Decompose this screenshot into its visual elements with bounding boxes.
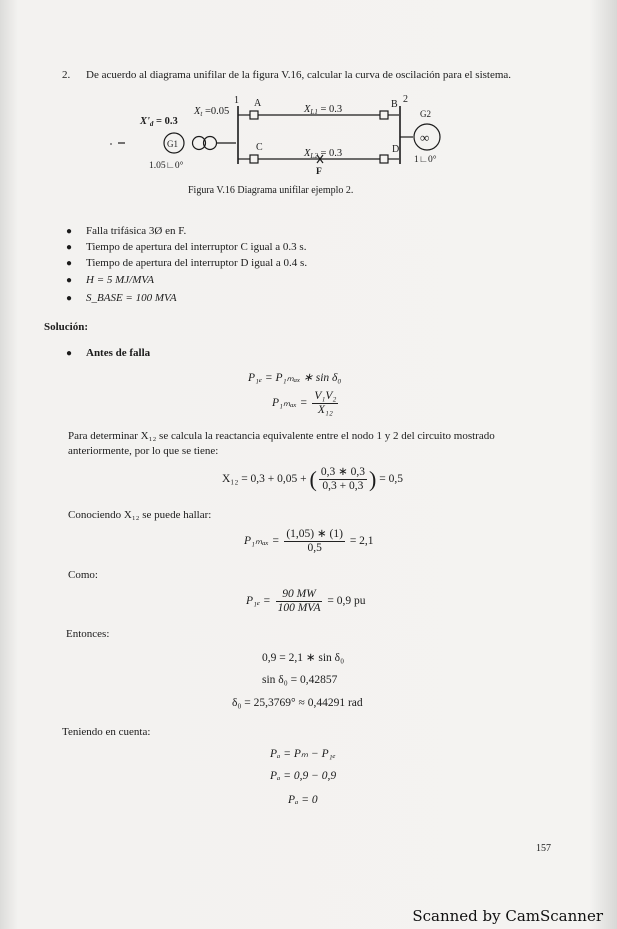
equation-p1e: P₁ₑ = P₁ₘₐₓ ∗ sin δ₀ xyxy=(248,372,342,384)
xd-label: X'd = 0.3 xyxy=(140,116,178,128)
equation-line: δ₀ = 25,3769° ≈ 0,44291 rad xyxy=(232,697,363,709)
breaker-b xyxy=(380,111,388,119)
fault-label: F xyxy=(316,167,322,177)
problem-number: 2. xyxy=(62,69,71,81)
bullet-icon: ● xyxy=(66,258,73,269)
paragraph-line: anteriormente, por lo que se tiene: xyxy=(68,445,219,457)
bus-a-label: A xyxy=(254,98,262,109)
breaker-d xyxy=(380,155,388,163)
equation-x12: X₁₂ = 0,3 + 0,05 + ( $\frac{0,3 ∗ 0,3}{0,3 + 0,3}$ ) = 0,5 xyxy=(222,466,403,492)
equation-line: Pₐ = Pₘ − P₁ₑ xyxy=(270,748,336,760)
node-2-label: 2 xyxy=(403,94,408,105)
equation-p1e-value: P₁ₑ = $\frac{90 MW}{\text{100 MVA}}$ = 0,9 pu xyxy=(246,588,366,614)
g2-voltage-label: 1∟0° xyxy=(414,155,437,165)
bus-b-label: B xyxy=(391,99,398,110)
condition-item: Falla trifásica 3Ø en F. xyxy=(86,225,187,237)
xt-label: Xt =0.05 xyxy=(194,106,230,118)
section-heading: Antes de falla xyxy=(86,347,151,359)
equation-p1max-value: P₁ₘₐₓ = $\frac{(1,05) ∗ (1)}{0,5}$ = 2,1 xyxy=(244,528,374,554)
g1-voltage-label: 1.05∟0° xyxy=(149,161,184,171)
figure-caption: Figura V.16 Diagrama unifilar ejemplo 2. xyxy=(188,185,354,196)
paragraph-line: Como: xyxy=(68,569,98,581)
solution-heading: Solución: xyxy=(44,321,89,333)
problem-statement: De acuerdo al diagrama unifilar de la figura V.16, calcular la curva de oscilación para el sistema. xyxy=(86,69,512,81)
paragraph-line: Conociendo X₁₂ se puede hallar: xyxy=(68,509,212,521)
paragraph-line: Teniendo en cuenta: xyxy=(62,726,151,738)
g2-infinity-symbol: ∞ xyxy=(420,130,430,145)
paragraph-line: Para determinar X₁₂ se calcula la reactancia equivalente entre el nodo 1 y 2 del circuito mostrado xyxy=(68,430,495,442)
condition-item: S_BASE = 100 MVA xyxy=(86,292,177,304)
paragraph-line: Entonces: xyxy=(66,628,110,640)
condition-item: Tiempo de apertura del interruptor D igual a 0.4 s. xyxy=(86,257,308,269)
bullet-icon: ● xyxy=(66,348,73,359)
equation-line: 0,9 = 2,1 ∗ sin δ₀ xyxy=(262,652,345,664)
scanner-watermark: Scanned by CamScanner xyxy=(412,907,603,925)
page-number: 157 xyxy=(536,843,551,854)
bus-d-label: D xyxy=(392,144,400,155)
equation-line: Pₐ = 0,9 − 0,9 xyxy=(270,770,337,782)
node-1-label: 1 xyxy=(234,95,239,106)
xl1-label: XL1 = 0.3 xyxy=(304,104,343,116)
condition-item: Tiempo de apertura del interruptor C igual a 0.3 s. xyxy=(86,241,307,253)
breaker-a xyxy=(250,111,258,119)
bullet-icon: ● xyxy=(66,275,73,286)
g1-label: G1 xyxy=(167,139,178,149)
breaker-c xyxy=(250,155,258,163)
g2-label: G2 xyxy=(420,109,431,119)
bullet-icon: ● xyxy=(66,293,73,304)
bus-c-label: C xyxy=(256,142,263,153)
bullet-icon: ● xyxy=(66,242,73,253)
equation-line: Pₐ = 0 xyxy=(288,794,318,806)
condition-item: H = 5 MJ/MVA xyxy=(86,274,155,286)
equation-p1max: P₁ₘₐₓ = $\frac{\text{V₁V₂}}{\text{X₁₂}}$ xyxy=(272,390,337,416)
xl2-label: XL2 = 0.3 xyxy=(304,148,343,160)
equation-line: sin δ₀ = 0,42857 xyxy=(262,674,338,686)
single-line-diagram xyxy=(110,92,460,182)
bullet-icon: ● xyxy=(66,226,73,237)
